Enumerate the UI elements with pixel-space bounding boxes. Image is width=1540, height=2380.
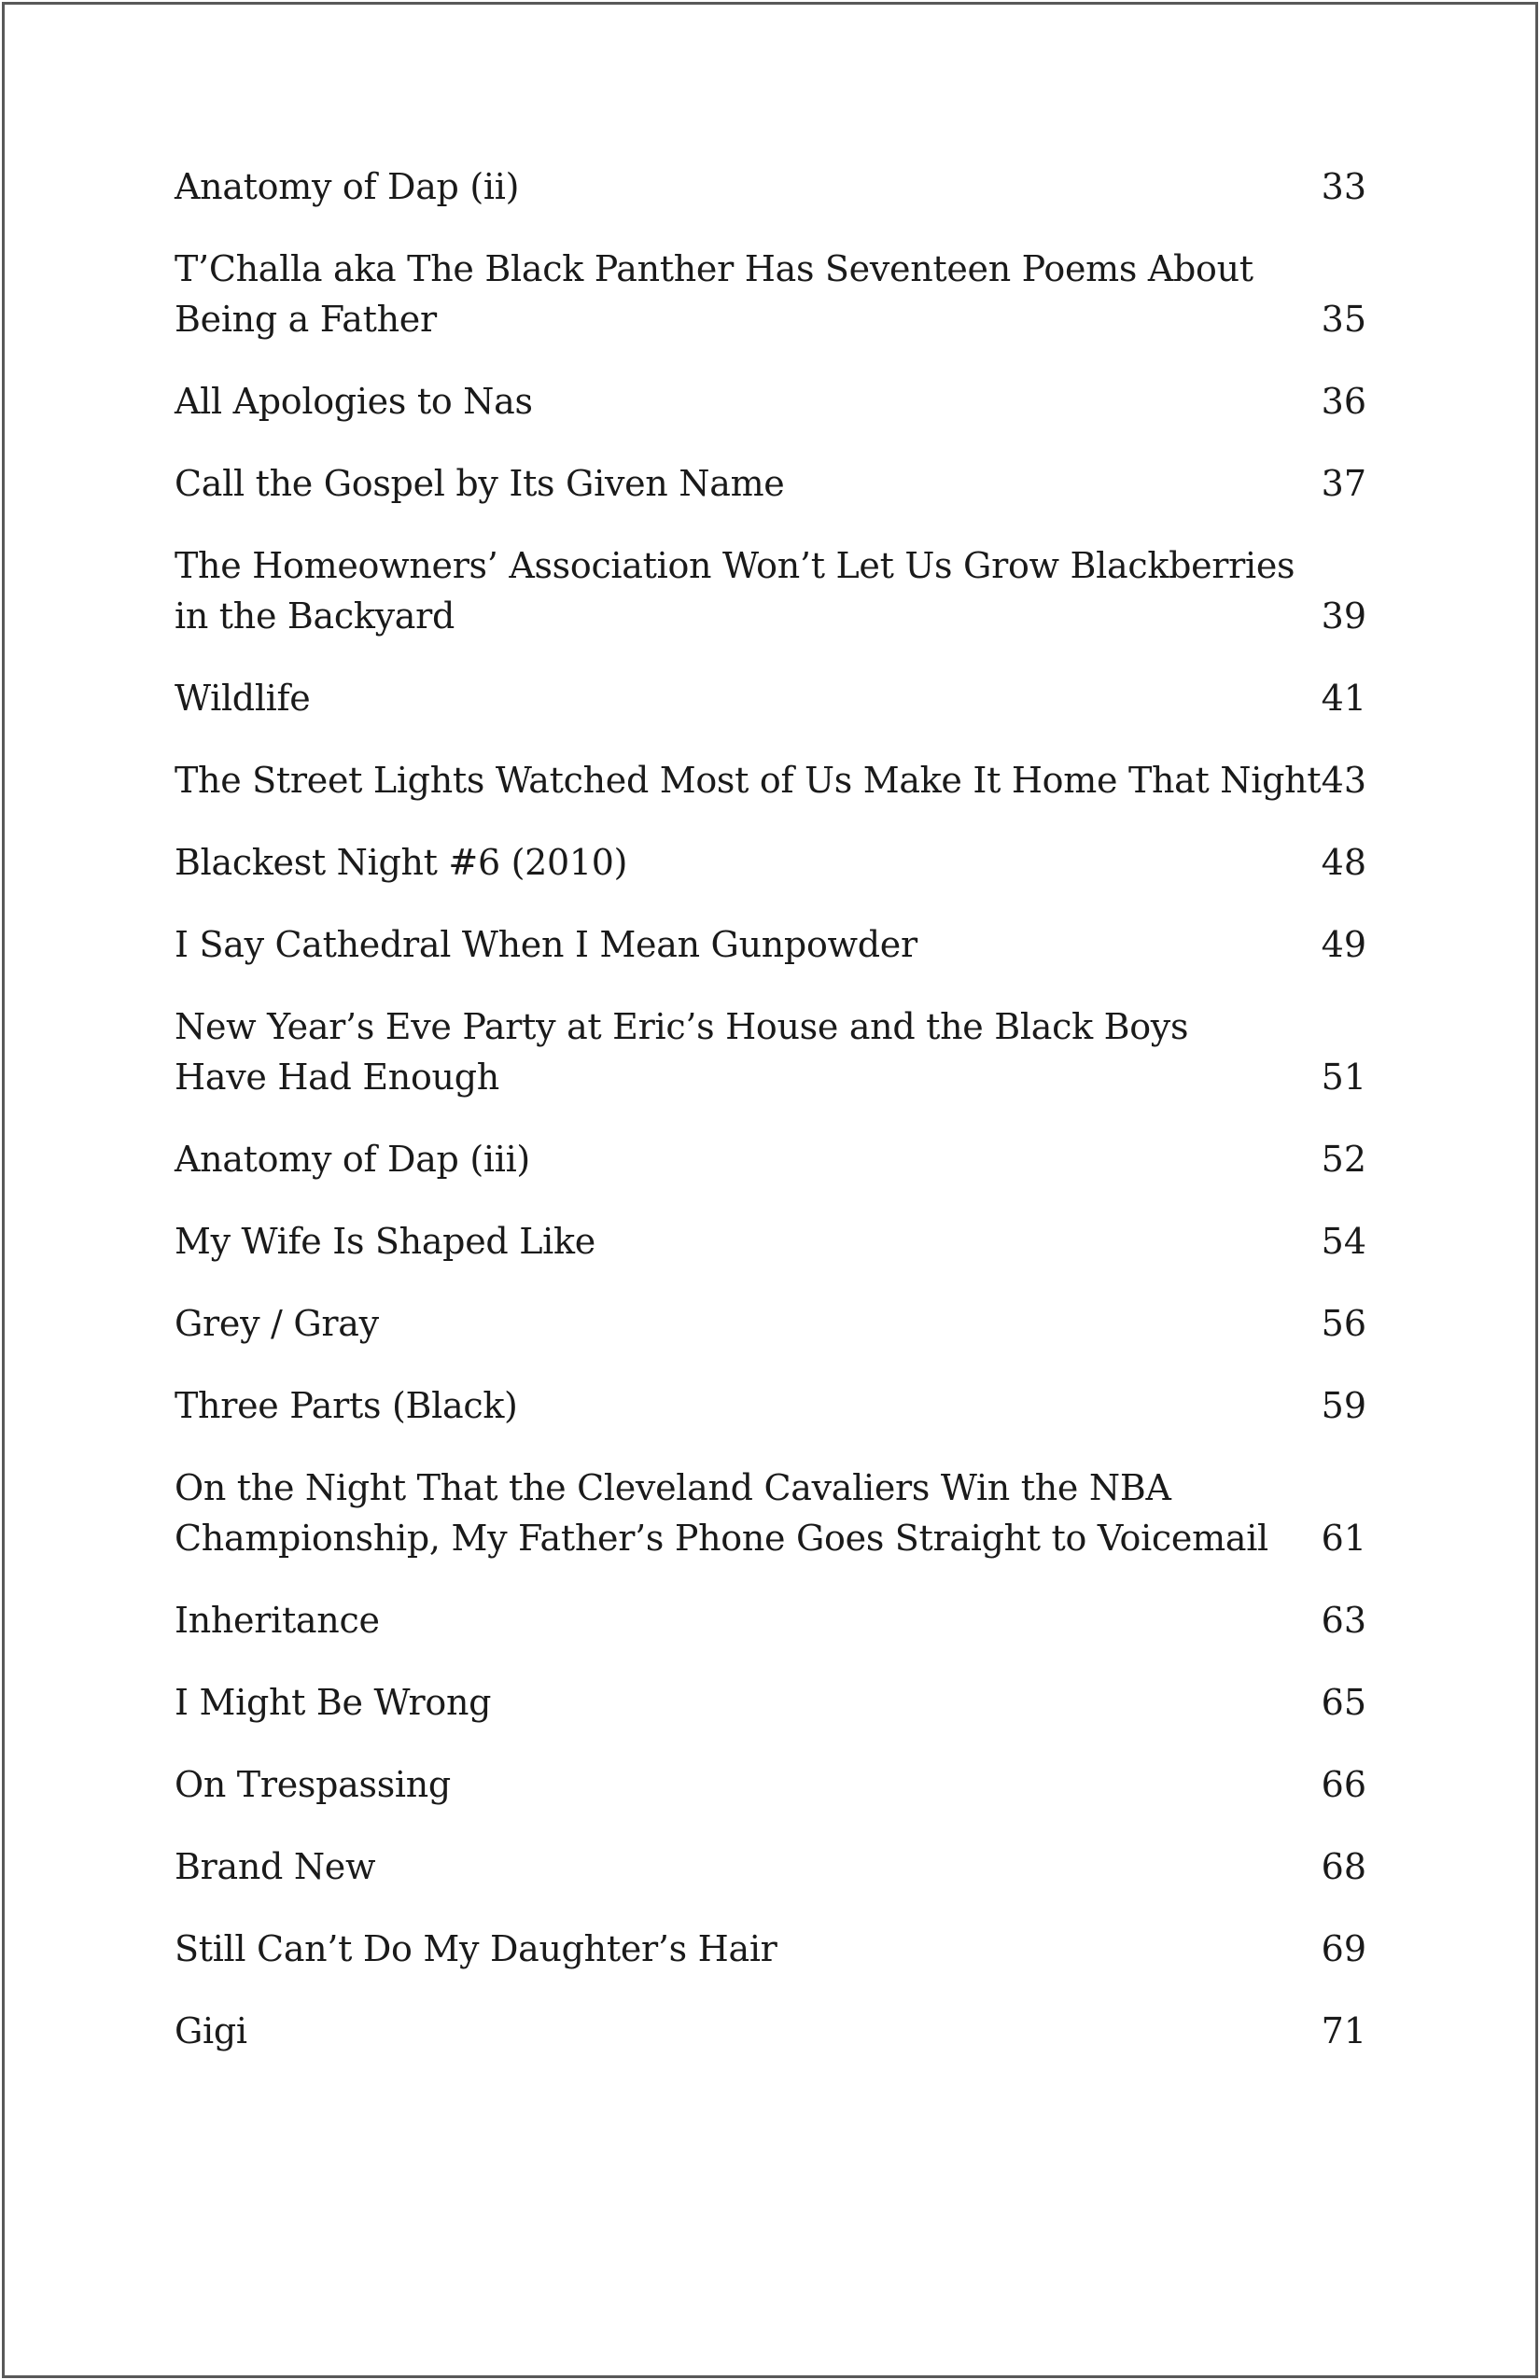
toc-entry-title-line: Anatomy of Dap (ii) [175,166,520,207]
toc-entry [175,1595,1366,1645]
toc-entry-title [175,1924,1366,1974]
toc-entry [175,161,1366,212]
toc-entry-title [175,837,1366,888]
toc-entry-page-number: 52 [1321,1139,1366,1180]
toc-entry-title-line: My Wife Is Shaped Like [175,1221,595,1262]
toc-entry-page-number: 56 [1321,1303,1366,1344]
toc-entry-title-line: I Say Cathedral When I Mean Gunpowder [175,924,917,965]
toc-entry [175,673,1366,723]
toc-entry-title [175,1595,1366,1645]
toc-entry-title-line: On the Night That the Cleveland Cavaliers Win the NBA [175,1467,1171,1508]
toc-entry [175,244,1366,344]
toc-entry [175,1380,1366,1431]
toc-entry-page-number: 65 [1321,1682,1366,1723]
toc-entry-title-line: The Street Lights Watched Most of Us Make It Home That Night [175,760,1322,801]
toc-entry [175,1134,1366,1184]
toc-entry-page-number: 41 [1321,678,1366,719]
toc-entry-title-line: Have Had Enough [175,1057,499,1098]
toc-entry-page-number: 71 [1321,2010,1366,2051]
toc-entry [175,1216,1366,1267]
toc-entry-page-number: 51 [1321,1057,1366,1098]
toc-entry-title-line: Championship, My Father’s Phone Goes Straight to Voicemail [175,1518,1268,1559]
toc-entry-title [175,1298,1366,1349]
toc-entry [175,837,1366,888]
toc-entry [175,755,1366,805]
toc-entry-title-line: in the Backyard [175,595,455,637]
toc-entry [175,1298,1366,1349]
toc-entry [175,1463,1366,1563]
toc-entry-title-line: I Might Be Wrong [175,1682,492,1723]
toc-entry-title [175,673,1366,723]
toc-entry-title [175,1216,1366,1267]
toc-list [5,5,1535,2056]
toc-entry-title [175,244,1366,344]
toc-entry [175,376,1366,427]
toc-entry-title-line: Blackest Night #6 (2010) [175,842,628,883]
toc-entry-title-line: On Trespassing [175,1764,451,1805]
toc-entry-page-number: 43 [1321,760,1366,801]
toc-entry-title-line: Call the Gospel by Its Given Name [175,463,785,504]
toc-entry [175,1677,1366,1728]
toc-entry [175,919,1366,970]
toc-entry-title-line: Wildlife [175,678,311,719]
toc-entry-page-number: 61 [1321,1518,1366,1559]
toc-entry [175,1841,1366,1892]
toc-entry-title [175,376,1366,427]
toc-entry-page-number: 68 [1321,1846,1366,1887]
toc-entry-title-line: Being a Father [175,299,437,340]
toc-entry-title-line: Gigi [175,2010,247,2051]
toc-entry-page-number: 35 [1321,299,1366,340]
toc-entry-title [175,161,1366,212]
toc-entry [175,1924,1366,1974]
toc-entry-page-number: 37 [1321,463,1366,504]
toc-entry [175,1759,1366,1810]
toc-entry-title [175,1001,1366,1102]
toc-entry-page-number: 33 [1321,166,1366,207]
toc-entry-page-number: 36 [1321,381,1366,422]
toc-entry-title [175,1463,1366,1563]
toc-entry [175,1001,1366,1102]
toc-entry-page-number: 48 [1321,842,1366,883]
toc-entry-title [175,1759,1366,1810]
toc-entry-title-line: Brand New [175,1846,376,1887]
toc-entry-title [175,458,1366,509]
toc-entry-page-number: 54 [1321,1221,1366,1262]
toc-entry-page-number: 63 [1321,1600,1366,1641]
toc-entry-title-line: Three Parts (Black) [175,1385,518,1426]
toc-entry-page-number: 66 [1321,1764,1366,1805]
toc-entry-title [175,919,1366,970]
toc-entry [175,2006,1366,2056]
toc-entry-title-line: Anatomy of Dap (iii) [175,1139,530,1180]
toc-entry [175,540,1366,641]
book-page [2,2,1538,2378]
toc-entry-title [175,1841,1366,1892]
toc-entry-page-number: 69 [1321,1928,1366,1969]
toc-entry-title-line: All Apologies to Nas [175,381,533,422]
toc-entry-page-number: 49 [1321,924,1366,965]
toc-entry-title-line: Inheritance [175,1600,380,1641]
toc-entry-page-number: 39 [1321,595,1366,637]
toc-entry-title-line: The Homeowners’ Association Won’t Let Us Grow Blackberries [175,545,1295,586]
toc-entry-title [175,1134,1366,1184]
toc-entry-title-line: T’Challa aka The Black Panther Has Seventeen Poems About [175,248,1253,289]
toc-entry [175,458,1366,509]
toc-entry-title-line: Grey / Gray [175,1303,379,1344]
toc-entry-title [175,2006,1366,2056]
toc-entry-title [175,1380,1366,1431]
toc-entry-title [175,755,1366,805]
toc-entry-title [175,540,1366,641]
toc-entry-title-line: New Year’s Eve Party at Eric’s House and the Black Boys [175,1006,1189,1047]
toc-entry-title-line: Still Can’t Do My Daughter’s Hair [175,1928,777,1969]
toc-entry-title [175,1677,1366,1728]
toc-entry-page-number: 59 [1321,1385,1366,1426]
